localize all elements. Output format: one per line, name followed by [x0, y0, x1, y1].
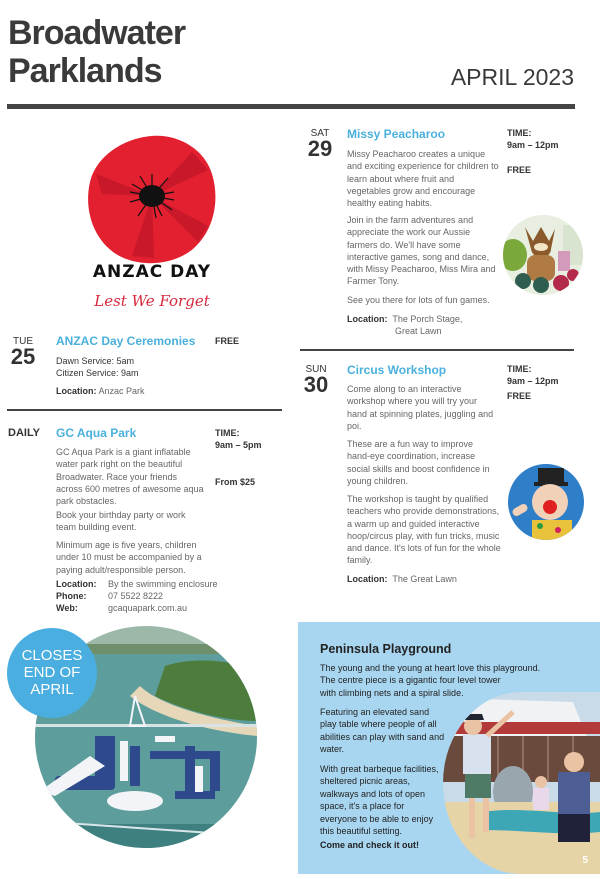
event-desc-aqua-1: GC Aqua Park is a giant inflatable water park right on the beautiful Broadwater. Race your friends across 600 metres of awesome aqua park obstacles.	[56, 447, 204, 507]
event-price-anzac: FREE	[215, 336, 240, 346]
event-date-anzac	[8, 336, 38, 367]
event-price-aqua: From $25	[215, 477, 256, 487]
playground-desc-3: With great barbeque facilities, sheltered picnic areas, walkways and lots of open space, it's a place for everyone to be able to enjoy this beautiful setting.	[320, 764, 439, 837]
event-date-missy	[305, 128, 335, 159]
location-value: Anzac Park	[98, 386, 145, 396]
event-desc-missy-3: See you there for lots of fun games.	[347, 295, 490, 305]
event-dow: SUN	[305, 364, 327, 375]
location-value: By the swimming enclosure	[108, 579, 218, 589]
event-location-anzac	[56, 385, 145, 397]
month-label: APRIL 2023	[450, 64, 574, 90]
event-price-circus: FREE	[507, 391, 532, 401]
badge-line3: APRIL	[30, 681, 74, 698]
web-label: Web:	[56, 603, 78, 613]
peninsula-playground-panel	[298, 622, 600, 874]
missy-peacharoo-photo	[503, 215, 583, 295]
time-value: 9am – 12pm	[507, 376, 559, 387]
time-value: 9am – 5pm	[215, 440, 262, 451]
location-label: Location:	[347, 314, 388, 324]
location-value-line1: The Porch Stage,	[392, 314, 463, 324]
event-dow-aqua: DAILY	[8, 427, 40, 439]
event-desc-circus-2: These are a fun way to improve hand-eye coordination, increase social skills and boost confidence in young children.	[347, 439, 490, 486]
anzac-logo-title: ANZAC DAY	[92, 262, 212, 282]
event-price-missy: FREE	[507, 165, 532, 175]
closes-badge	[7, 628, 97, 718]
playground-title: Peninsula Playground	[320, 642, 452, 656]
event-desc-missy-1: Missy Peacharoo creates a unique and exciting experience for children to learn about where fruit and vegetables grow and encourage healthy eating habits.	[347, 149, 499, 209]
event-divider	[7, 409, 282, 411]
event-title-missy: Missy Peacharoo	[347, 127, 446, 141]
event-location-circus	[347, 573, 457, 585]
location-label: Location:	[347, 574, 388, 584]
event-time-missy	[507, 127, 559, 152]
event-desc-aqua-2: Book your birthday party or work team building event.	[56, 510, 186, 533]
circus-clown-photo	[508, 464, 584, 540]
web-link[interactable]: gcaquapark.com.au	[108, 603, 188, 613]
poppy-icon	[82, 130, 222, 270]
badge-line2: END OF	[23, 664, 81, 681]
location-label: Location:	[56, 386, 97, 396]
event-title-anzac: ANZAC Day Ceremonies	[56, 334, 196, 348]
dawn-service: Dawn Service: 5am	[56, 356, 135, 366]
page-title-line2: Parklands	[8, 52, 162, 90]
mascot-image	[503, 215, 583, 295]
playground-desc-1-line3: with climbing nets and a spiral slide.	[320, 687, 464, 698]
time-label: TIME:	[507, 364, 532, 374]
event-time-aqua	[215, 427, 262, 452]
playground-desc-1-line2: The centre piece is a gigantic four level tower	[320, 675, 501, 686]
event-day: 25	[10, 344, 36, 369]
time-label: TIME:	[215, 428, 240, 438]
time-value: 9am – 12pm	[507, 140, 559, 151]
playground-desc-1	[320, 662, 600, 699]
header-divider	[7, 104, 575, 109]
time-label: TIME:	[507, 128, 532, 138]
playground-desc-2: Featuring an elevated sand play table where people of all abilities can play with sand and water.	[320, 707, 445, 755]
badge-line1: CLOSES	[21, 647, 83, 664]
phone-label: Phone:	[56, 591, 87, 601]
event-dow: SAT	[310, 128, 330, 139]
location-value: The Great Lawn	[392, 574, 457, 584]
event-day: 30	[303, 372, 329, 397]
playground-photo	[443, 692, 600, 874]
event-location-missy	[347, 313, 462, 338]
playground-desc-1-line1: The young and the young at heart love this playground.	[320, 663, 541, 673]
event-desc-missy-2: Join in the farm adventures and appreciate the work our Aussie farmers do. We'll have some interactive games, song and dance, with Missy Peacharoo, Miss Mira and Farmer Tony.	[347, 215, 496, 287]
playground-image	[443, 692, 600, 874]
citizen-service: Citizen Service: 9am	[56, 368, 139, 379]
event-dow: TUE	[13, 336, 33, 347]
event-title-aqua: GC Aqua Park	[56, 426, 137, 440]
location-label: Location:	[56, 579, 97, 589]
location-value-line2: Great Lawn	[395, 326, 442, 337]
event-times-anzac	[56, 355, 139, 380]
event-desc-circus-3: The workshop is taught by qualified teachers who provide demonstrations, a warm up and guided interactive hoop/circus play, with fun tricks, music and dance. It's lots of fun for the whole family.	[347, 494, 501, 566]
event-day: 29	[307, 136, 333, 161]
clown-child-image	[508, 464, 584, 540]
event-desc-aqua-3: Minimum age is five years, children under 10 must be accompanied by a paying adult/responsible person.	[56, 540, 202, 575]
event-contact-aqua	[56, 578, 218, 614]
phone-value[interactable]: 07 5522 8222	[108, 591, 164, 601]
event-desc-circus-1: Come along to an interactive workshop where you will try your hand at spinning plates, juggling and poi.	[347, 384, 494, 431]
page-number: 5	[582, 855, 588, 866]
event-time-circus	[507, 363, 559, 388]
event-date-circus	[301, 364, 331, 395]
anzac-logo-subtitle: Lest We Forget	[94, 292, 210, 310]
page-title-line1: Broadwater	[8, 14, 186, 52]
event-divider	[300, 349, 574, 351]
event-title-circus: Circus Workshop	[347, 363, 447, 377]
page-title	[8, 14, 185, 90]
playground-cta: Come and check it out!	[320, 840, 420, 850]
